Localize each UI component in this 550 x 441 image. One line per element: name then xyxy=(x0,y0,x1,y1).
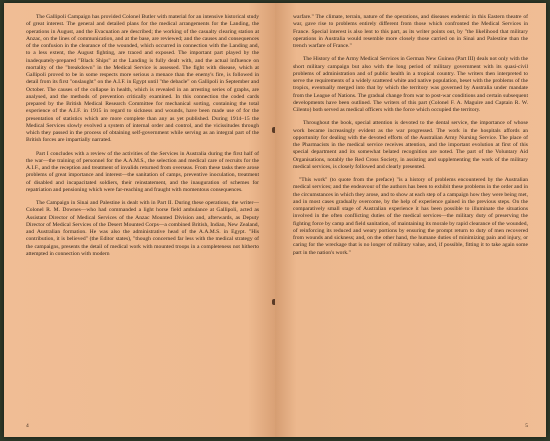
left-paragraph-1: The Gallipoli Campaign has provided Colonel Butler with material for an intensive historical study of great interest. The general and detailed plans for the medical arrangements for the Landing, the operations in August, and the Evacuation are described; the working of the casualty clearing station at Anzac, on the lines of communication, and at the base, are reviewed; and the causes and consequences of the confusion in the clearance of the wounded, which occurred in connection with the Landing and, to a less extent, the August fighting, are traced and exposed. The important part played by the inadequately-prepared "Black Ships" at the Landing is fully dealt with, and the actual influence on mortality of the "breakdown" in the Medical Service is assessed. The fight with disease, which at Gallipoli proved to be in some respects more serious a menace than the enemy's fire, is followed in detail from its first "onslaught" on the A.I.F. in Egypt until "the debacle" on Gallipoli in September and October. The causes of the collapse in health, which is revealed in an arresting series of graphs, are analysed, and the methods of prevention critically examined. In this connection the coded cards prepared by the British Medical Research Committee for mechanical sorting, containing the total experience of the A.I.F. in 1915 in regard to sickness and wounds, have been made use of for the presentation of statistics which are more complete than any as yet published. During 1914–15 the Medical Services slowly evolved a system of internal order and control, and the vicissitudes through which they passed in the process of obtaining self-government while serving as an integral part of the British forces are impartially narrated. xyxy=(26,14,259,144)
right-paragraph-1: warfare." The climate, terrain, nature of the operations, and diseases endemic in this Eastern theatre of war, gave rise to problems entirely different from those which confronted the Medical Services in France. Special interest is also lent to this part, as its writer points out, by "the likelihood that military operations in Australia would resemble more closely those carried on in Sinai and Palestine than the trench warfare of France." xyxy=(293,14,528,49)
booklet-spread xyxy=(4,3,546,437)
left-paragraph-3: The Campaign in Sinai and Palestine is dealt with in Part II. During these operations, the writer—Colonel R. M. Downes—who had commanded a light horse field ambulance at Gallipoli, acted as Assistant Director of Medical Services of the Anzac Mounted Division and, afterwards, as Deputy Director of Medical Services of the Desert Mounted Corps—a combined British, Indian, New Zealand, and Australian formation. He was also the administrative head of the A.A.M.S. in Egypt. "His contribution, it is believed" (the Editor states), "though concerned far less with the medical strategy of the campaigns, presents the detail of medical work with mounted troops in a completeness not hitherto attempted in connection with modern xyxy=(26,200,259,257)
right-paragraph-3: Throughout the book, special attention is devoted to the dental service, the importance of whose work became increasingly evident as the war progressed. The work in the hospitals affords an opportunity for dealing with the devoted efforts of the Australian Army Nursing Service. The place of the Pharmacists in the medical service receives attention, and the important evolution at first of this special department and its somewhat belated recognition are noted. The part of the Voluntary Aid Organisations, notably the Red Cross Society, in assisting and supplementing the work of the military medical services, is closely followed and clearly presented. xyxy=(293,120,528,170)
right-paragraph-2: The History of the Army Medical Services in German New Guinea (Part III) deals not only with the short military campaign but also with the long period of military government with its quasi-civil problems of administration and of public health in a tropical country. The writers then interpreted to serve the requirements of a widely scattered white and native population, beset with the problems of the tropics, eventually merged into that by which the territory was governed by Australia under mandate from the League of Nations. The gradual change from war to post-war conditions and certain subsequent developments have been outlined. The writers of this part (Colonel F. A. Maguire and Captain R. W. Cilento) both served as medical officers with the force which occupied the territory. xyxy=(293,56,528,113)
left-paragraph-2: Part I concludes with a review of the activities of the Services in Australia during the first half of the war—the training of personnel for the A.A.M.S., the selection and medical care of recruits for the A.I.F., and the reception and treatment of invalids returned from overseas. From these tasks there arose problems of great importance and interest—the sanitation of camps, preventive inoculation, treatment of disabled and incapacitated soldiers, their reinstatement, and the inauguration of schemes for repatriation and pensioning which were far-reaching and fraught with momentous consequences. xyxy=(26,150,259,193)
right-page xyxy=(275,3,546,437)
right-paragraph-4-quote: "This work" (to quote from the preface) "is a history of problems encountered by the Australian medical services; and the endeavour of the authors has been to exhibit these problems in the order and in the circumstances in which they arose, and to show at each step of a campaign how they were being met, and in most cases gradually overcome, by the help of experience gained in the previous steps. On the comparatively small stage of Australian experience it has been possible to illuminate the situations involved in the often conflicting duties of the medical services—the military duty of preserving the fighting force by camp and field sanitation, of maintaining its morale by rapid clearance of the wounded, of reinforcing its reduced and weary portions by ensuring the prompt return to duty of men recovered from wounds and sickness; and, on the other hand, the humane duties of minimizing pain and injury, or caring for the wreckage that is no longer of military value, and, if possible, fitting it to take again some part in the nation's work." xyxy=(293,177,528,256)
right-page-number: 5 xyxy=(525,423,528,429)
left-page xyxy=(4,3,275,437)
left-page-number: 4 xyxy=(26,423,29,429)
